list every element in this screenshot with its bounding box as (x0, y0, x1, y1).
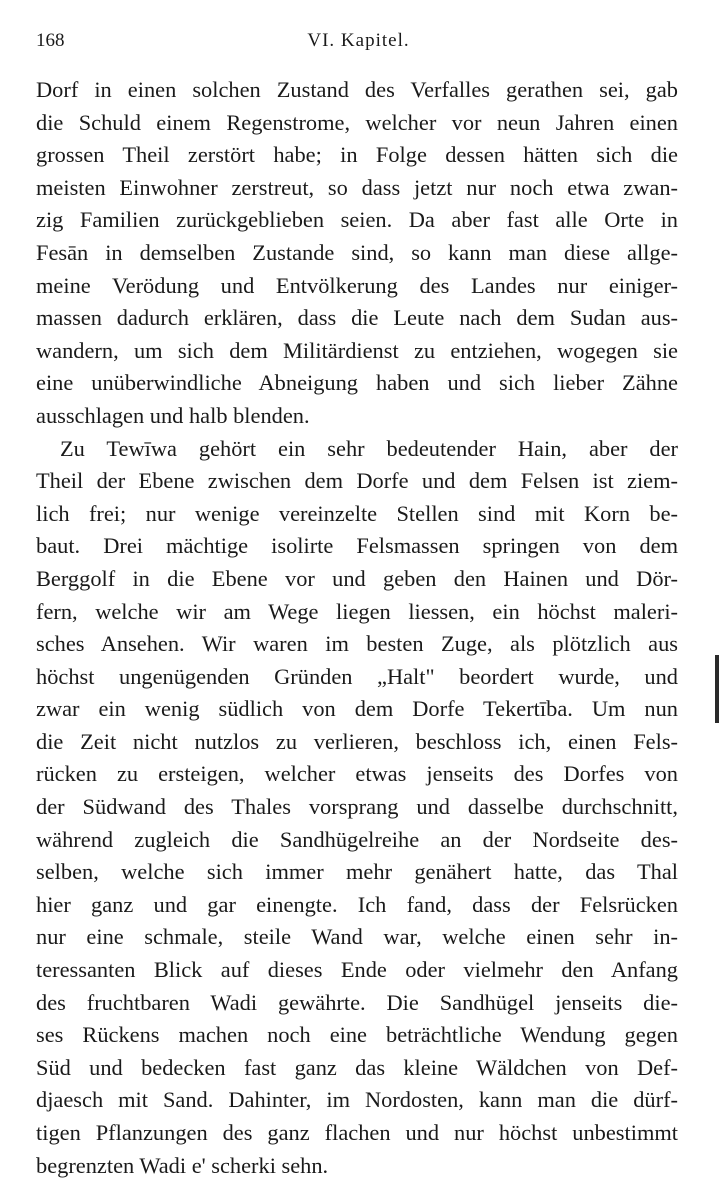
text-line: des fruchtbaren Wadi gewährte. Die Sandhügel jenseits die- (36, 989, 678, 1015)
text-line: sches Ansehen. Wir waren im besten Zuge, als plötzlich aus (36, 631, 678, 657)
text-line: Süd und bedecken fast ganz das kleine Wäldchen von Def- (36, 1054, 678, 1080)
text-line: djaesch mit Sand. Dahinter, im Nordosten, kann man die dürf- (36, 1087, 678, 1113)
paragraph-start-line: Zu Tewīwa gehört ein sehr bedeutender Hain, aber der (60, 435, 678, 461)
text-line: während zugleich die Sandhügelreihe an der Nordseite des- (36, 826, 678, 852)
text-line: die Zeit nicht nutzlos zu verlieren, beschloss ich, einen Fels- (36, 728, 678, 754)
paragraph-end-line: begrenzten Wadi e' scherki sehn. (36, 1152, 329, 1178)
page-edge-mark (715, 655, 719, 723)
text-line: der Südwand des Thales vorsprang und dasselbe durchschnitt, (36, 794, 678, 820)
text-line: nur eine schmale, steile Wand war, welche einen sehr in- (36, 924, 678, 950)
chapter-heading: VI. Kapitel. (307, 30, 410, 51)
text-line: fern, welche wir am Wege liegen liessen, ein höchst maleri- (36, 598, 678, 624)
text-line: Berggolf in die Ebene vor und geben den Hainen und Dör- (36, 565, 678, 591)
text-line: grossen Theil zerstört habe; in Folge dessen hätten sich die (36, 142, 678, 168)
text-line: höchst ungenügenden Gründen „Halt" beordert wurde, und (36, 663, 678, 689)
paragraph-end-line: ausschlagen und halb blenden. (36, 402, 310, 428)
body-text (36, 74, 678, 1182)
text-line: die Schuld einem Regenstrome, welcher vor neun Jahren einen (36, 109, 678, 135)
text-line: Dorf in einen solchen Zustand des Verfalles gerathen sei, gab (36, 77, 678, 102)
text-line: eine unüberwindliche Abneigung haben und sich lieber Zähne (36, 370, 678, 396)
text-line: massen dadurch erklären, dass die Leute nach dem Sudan aus- (36, 305, 678, 331)
text-line: meisten Einwohner zerstreut, so dass jetzt nur noch etwa zwan- (36, 174, 678, 200)
text-line: wandern, um sich dem Militärdienst zu entziehen, wogegen sie (36, 337, 678, 363)
text-line: meine Verödung und Entvölkerung des Landes nur einiger- (36, 272, 678, 298)
text-line: ses Rückens machen noch eine beträchtliche Wendung gegen (36, 1022, 678, 1048)
text-line: selben, welche sich immer mehr genähert hatte, das Thal (36, 859, 678, 885)
text-line: teressanten Blick auf dieses Ende oder vielmehr den Anfang (36, 957, 678, 983)
text-line: baut. Drei mächtige isolirte Felsmassen springen von dem (36, 533, 678, 559)
running-head (36, 30, 681, 60)
text-line: rücken zu ersteigen, welcher etwas jenseits des Dorfes von (36, 761, 678, 787)
text-line: hier ganz und gar einengte. Ich fand, dass der Felsrücken (36, 891, 678, 917)
text-line: lich frei; nur wenige vereinzelte Stellen sind mit Korn be- (36, 500, 678, 526)
text-line: zwar ein wenig südlich von dem Dorfe Tekertība. Um nun (36, 696, 678, 722)
page-number: 168 (36, 30, 65, 51)
text-line: zig Familien zurückgeblieben seien. Da aber fast alle Orte in (36, 207, 678, 233)
text-line: Fesān in demselben Zustande sind, so kann man diese allge- (36, 239, 678, 265)
text-line: Theil der Ebene zwischen dem Dorfe und dem Felsen ist ziem- (36, 468, 678, 494)
text-line: tigen Pflanzungen des ganz flachen und nur höchst unbestimmt (36, 1120, 678, 1145)
